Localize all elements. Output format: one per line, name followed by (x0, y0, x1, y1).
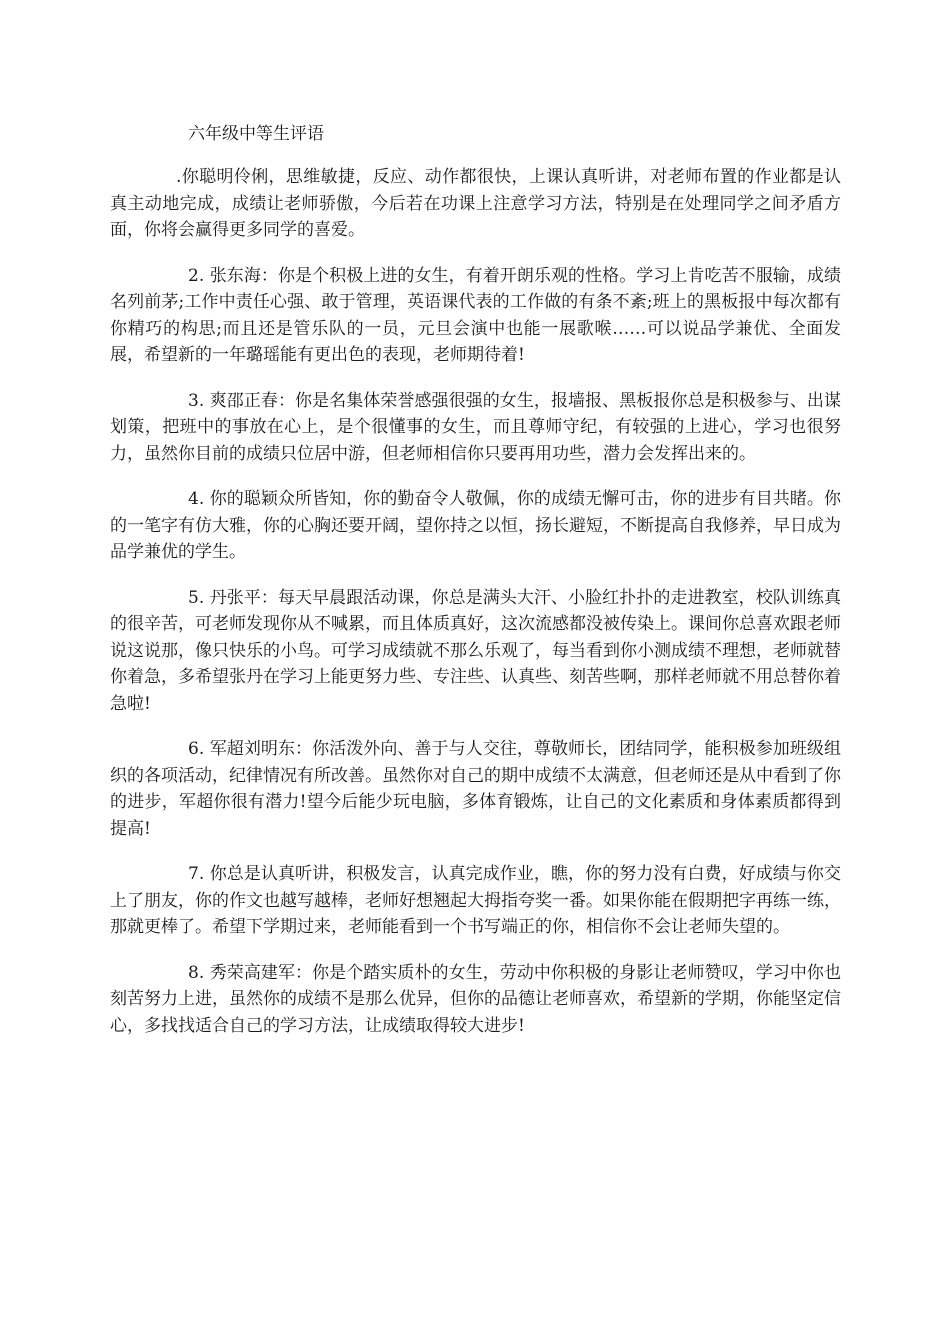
paragraph-6: 6. 军超刘明东：你活泼外向、善于与人交往，尊敬师长，团结同学，能积极参加班级组织的各项活动，纪律情况有所改善。虽然你对自己的期中成绩不太满意，但老师还是从中看到了你的进步，军超你很有潜力!望今后能少玩电脑，多体育锻炼，让自己的文化素质和身体素质都得到提高! (110, 739, 841, 839)
document-body (110, 164, 841, 1058)
paragraph-2: 2. 张东海：你是个积极上进的女生，有着开朗乐观的性格。学习上肯吃苦不服输，成绩名列前茅;工作中责任心强、敢于管理，英语课代表的工作做的有条不紊;班上的黑板报中每次都有你精巧的构思;而且还是管乐队的一员，元旦会演中也能一展歌喉……可以说品学兼优、全面发展，希望新的一年璐瑶能有更出色的表现，老师期待着! (110, 265, 841, 365)
document-title: 六年级中等生评语 (188, 124, 324, 144)
paragraph-4: 4. 你的聪颖众所皆知，你的勤奋令人敬佩，你的成绩无懈可击，你的进步有目共睹。你的一笔字有仿大雅，你的心胸还要开阔，望你持之以恒，扬长避短，不断提高自我修养，早日成为品学兼优的学生。 (110, 489, 841, 562)
paragraph-7: 7. 你总是认真听讲，积极发言，认真完成作业，瞧，你的努力没有白费，好成绩与你交上了朋友，你的作文也越写越棒，老师好想翘起大拇指夸奖一番。如果你能在假期把字再练一练，那就更棒了。希望下学期过来，老师能看到一个书写端正的你，相信你不会让老师失望的。 (110, 864, 841, 937)
paragraph-1: .你聪明伶俐，思维敏捷，反应、动作都很快，上课认真听讲，对老师布置的作业都是认真主动地完成，成绩让老师骄傲，今后若在功课上注意学习方法，特别是在处理同学之间矛盾方面，你将会赢得更多同学的喜爱。 (110, 167, 841, 240)
paragraph-8: 8. 秀荣高建军：你是个踏实质朴的女生，劳动中你积极的身影让老师赞叹，学习中你也刻苦努力上进，虽然你的成绩不是那么优异，但你的品德让老师喜欢，希望新的学期，你能坚定信心，多找找适合自己的学习方法，让成绩取得较大进步! (110, 962, 841, 1036)
paragraph-5: 5. 丹张平：每天早晨跟活动课，你总是满头大汗、小脸红扑扑的走进教室，校队训练真的很辛苦，可老师发现你从不喊累，而且体质真好，这次流感都没被传染上。课间你总喜欢跟老师说这说那，像只快乐的小鸟。可学习成绩就不那么乐观了，每当看到你小测成绩不理想，老师就替你着急，多希望张丹在学习上能更努力些、专注些、认真些、刻苦些啊，那样老师就不用总替你着急啦! (110, 587, 841, 714)
paragraph-3: 3. 爽邵正春：你是名集体荣誉感强很强的女生，报墙报、黑板报你总是积极参与、出谋划策，把班中的事放在心上，是个很懂事的女生，而且尊师守纪，有较强的上进心，学习也很努力，虽然你目前的成绩只位居中游，但老师相信你只要再用功些，潜力会发挥出来的。 (110, 390, 841, 464)
